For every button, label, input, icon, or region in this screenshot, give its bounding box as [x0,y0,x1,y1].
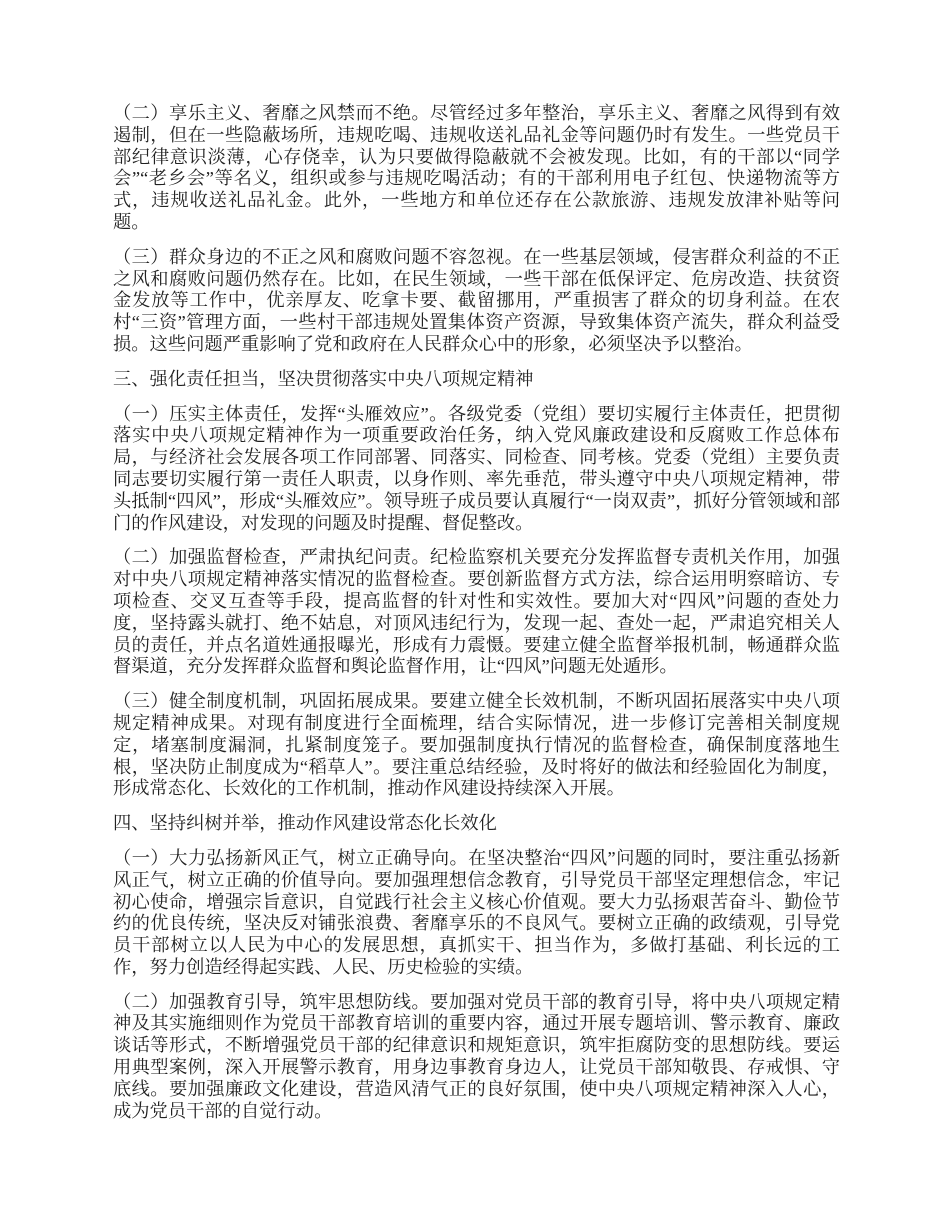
document-body [113,103,840,1135]
section-heading: 三、强化责任担当，坚决贯彻落实中央八项规定精神 [113,368,534,389]
body-paragraph: （二）加强教育引导，筑牢思想防线。要加强对党员干部的教育引导，将中央八项规定精神及其实施细则作为党员干部教育培训的重要内容，通过开展专题培训、警示教育、廉政谈话等形式，不断增强党员干部的纪律意识和规矩意识，筑牢拒腐防变的思想防线。要运用典型案例，深入开展警示教育，用身边事教育身边人，让党员干部知敬畏、存戒惧、守底线。要加强廉政文化建设，营造风清气正的良好氛围，使中央八项规定精神深入人心，成为党员干部的自觉行动。 [113,991,840,1121]
body-paragraph: （一）压实主体责任，发挥“头雁效应”。各级党委（党组）要切实履行主体责任，把贯彻落实中央八项规定精神作为一项重要政治任务，纳入党风廉政建设和反腐败工作总体布局，与经济社会发展各项工作同部署、同落实、同检查、同考核。党委（党组）主要负责同志要切实履行第一责任人职责，以身作则、率先垂范，带头遵守中央八项规定精神，带头抵制“四风”，形成“头雁效应”。领导班子成员要认真履行“一岗双责”，抓好分管领域和部门的作风建设，对发现的问题及时提醒、督促整改。 [113,403,840,533]
body-paragraph: （三）群众身边的不正之风和腐败问题不容忽视。在一些基层领域，侵害群众利益的不正之风和腐败问题仍然存在。比如，在民生领域，一些干部在低保评定、危房改造、扶贫资金发放等工作中，优亲厚友、吃拿卡要、截留挪用，严重损害了群众的切身利益。在农村“三资”管理方面，一些村干部违规处置集体资产资源，导致集体资产流失，群众利益受损。这些问题严重影响了党和政府在人民群众心中的形象，必须坚决予以整治。 [113,246,840,354]
body-paragraph: （一）大力弘扬新风正气，树立正确导向。在坚决整治“四风”问题的同时，要注重弘扬新风正气，树立正确的价值导向。要加强理想信念教育，引导党员干部坚定理想信念，牢记初心使命，增强宗旨意识，自觉践行社会主义核心价值观。要大力弘扬艰苦奋斗、勤俭节约的优良传统，坚决反对铺张浪费、奢靡享乐的不良风气。要树立正确的政绩观，引导党员干部树立以人民为中心的发展思想，真抓实干、担当作为，多做打基础、利长远的工作，努力创造经得起实践、人民、历史检验的实绩。 [113,847,840,977]
body-paragraph: （三）健全制度机制，巩固拓展成果。要建立健全长效机制，不断巩固拓展落实中央八项规定精神成果。对现有制度进行全面梳理，结合实际情况，进一步修订完善相关制度规定，堵塞制度漏洞，扎紧制度笼子。要加强制度执行情况的监督检查，确保制度落地生根，坚决防止制度成为“稻草人”。要注重总结经验，及时将好的做法和经验固化为制度，形成常态化、长效化的工作机制，推动作风建设持续深入开展。 [113,691,840,799]
body-paragraph: （二）加强监督检查，严肃执纪问责。纪检监察机关要充分发挥监督专责机关作用，加强对中央八项规定精神落实情况的监督检查。要创新监督方式方法，综合运用明察暗访、专项检查、交叉互查等手段，提高监督的针对性和实效性。要加大对“四风”问题的查处力度，坚持露头就打、绝不姑息，对顶风违纪行为，发现一起、查处一起，严肃追究相关人员的责任，并点名道姓通报曝光，形成有力震慑。要建立健全监督举报机制，畅通群众监督渠道，充分发挥群众监督和舆论监督作用，让“四风”问题无处遁形。 [113,547,840,677]
section-heading: 四、坚持纠树并举，推动作风建设常态化长效化 [113,813,497,834]
body-paragraph: （二）享乐主义、奢靡之风禁而不绝。尽管经过多年整治，享乐主义、奢靡之风得到有效遏制，但在一些隐蔽场所，违规吃喝、违规收送礼品礼金等问题仍时有发生。一些党员干部纪律意识淡薄，心存侥幸，认为只要做得隐蔽就不会被发现。比如，有的干部以“同学会”“老乡会”等名义，组织或参与违规吃喝活动；有的干部利用电子红包、快递物流等方式，违规收送礼品礼金。此外，一些地方和单位还存在公款旅游、违规发放津补贴等问题。 [113,103,840,232]
